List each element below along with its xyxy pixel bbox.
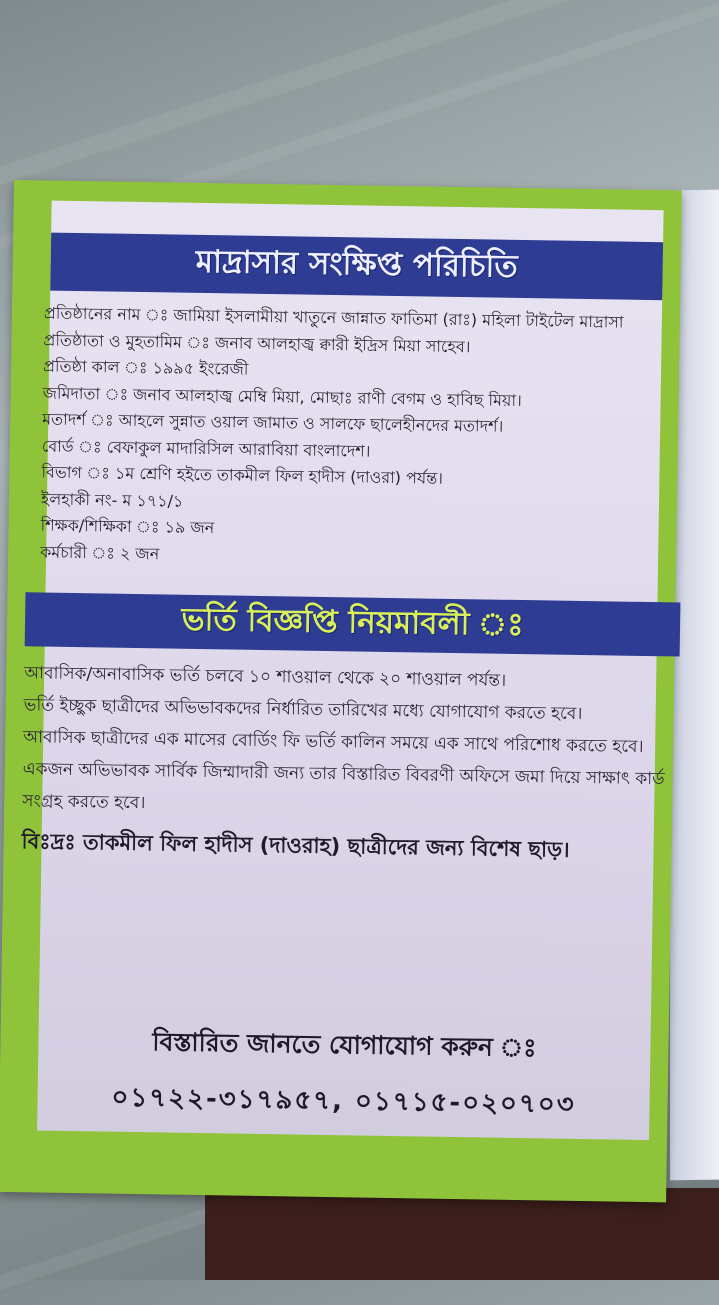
madrasa-info: [40, 300, 664, 575]
rule-admission-period: আবাসিক/অনাবাসিক ভর্তি চলবে ১০ শাওয়াল থেকে ২০ শাওয়াল পর্যন্ত।: [24, 663, 507, 691]
special-note: বিঃদ্রঃ তাকমীল ফিল হাদীস (দাওরাহ) ছাত্রীদের জন্য বিশেষ ছাড়।: [21, 829, 570, 862]
info-staff: কর্মচারী ঃ ২ জন: [40, 541, 160, 563]
info-established: প্রতিষ্ঠা কাল ঃ ১৯৯৫ ইংরেজী: [42, 356, 249, 379]
contact-section: [37, 1020, 650, 1129]
info-land-donors: জমিদাতা ঃ জনাব আলহাজ্ব মেম্বি মিয়া, মোছাঃ রাণী বেগম ও হাবিছ মিয়া।: [42, 382, 522, 410]
info-ideology: মতাদর্শ ঃ আহলে সুন্নাত ওয়াল জামাত ও সালফে ছালেহীনদের মতাদর্শ।: [42, 409, 504, 436]
info-affiliation-no: ইলহাকী নং- ম ১৭১/১: [40, 488, 184, 511]
intro-title: মাদ্রাসার সংক্ষিপ্ত পরিচিতি: [195, 243, 518, 285]
rule-boarding-fee: আবাসিক ছাত্রীদের এক মাসের বোর্ডিং ফি ভর্তি কালিন সময়ে এক সাথে পরিশোধ করতে হবে।: [23, 727, 644, 757]
leaflet: [0, 180, 682, 1202]
contact-phones: ০১৭২২-৩১৭৯৫৭, ০১৭১৫-০২০৭০৩: [111, 1082, 576, 1120]
admission-rules: [21, 658, 674, 868]
rule-guardian-contact: ভর্তি ইচ্ছুক ছাত্রীদের অভিভাবকদের নির্ধারিত তারিখের মধ্যে যোগাযোগ করতে হবে।: [23, 695, 583, 724]
info-founder: প্রতিষ্ঠাতা ও মুহতামিম ঃ জনাব আলহাজ্ব ক্বারী ইদ্রিস মিয়া সাহেব।: [43, 329, 471, 356]
rule-guardian-card: একজন অভিভাবক সার্বিক জিম্মাদারী জন্য তার বিস্তারিত বিবরণী অফিসে জমা দিয়ে সাক্ষাৎ কার্ড: [22, 759, 665, 790]
info-departments: বিভাগ ঃ ১ম শ্রেণি হইতে তাকমীল ফিল হাদীস (দাওরা) পর্যন্ত।: [41, 462, 444, 488]
contact-title: বিস্তারিত জানতে যোগাযোগ করুন ঃ: [152, 1027, 537, 1063]
intro-banner: [50, 233, 663, 301]
info-teachers: শিক্ষক/শিক্ষিকা ঃ ১৯ জন: [40, 515, 215, 538]
info-name: প্রতিষ্ঠানের নাম ঃ জামিয়া ইসলামীয়া খাতুনে জান্নাত ফাতিমা (রাঃ) মহিলা টাইটেল মাদ্রাসা: [43, 303, 624, 332]
admission-banner: [25, 592, 681, 656]
rule-collect-card: সংগ্রহ করতে হবে।: [22, 791, 146, 814]
leaflet-inner-panel: [21, 201, 665, 1140]
info-board: বোর্ড ঃ বেফাকুল মাদারিসিল আরাবিয়া বাংলাদেশ।: [41, 435, 371, 461]
admission-title: ভর্তি বিজ্ঞপ্তি নিয়মাবলী ঃ: [181, 601, 524, 644]
